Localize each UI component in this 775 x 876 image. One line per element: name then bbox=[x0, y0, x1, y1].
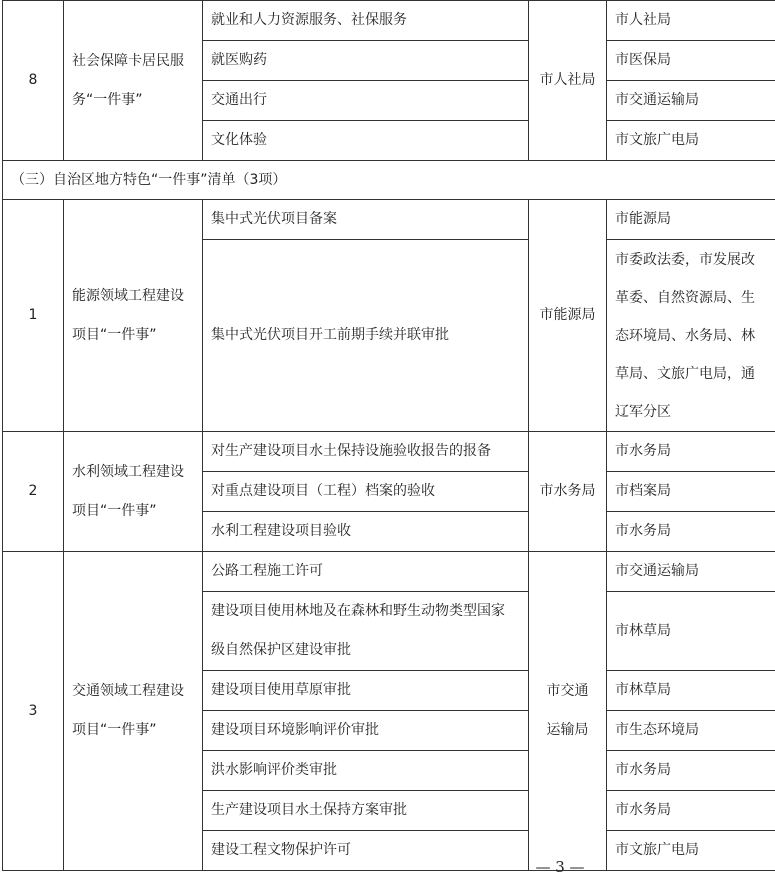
task-cell: 交通出行 bbox=[203, 81, 529, 121]
dept-cell: 市档案局 bbox=[607, 472, 775, 512]
task-cell: 生产建设项目水土保持方案审批 bbox=[203, 791, 529, 831]
lead-dept: 市能源局 bbox=[529, 200, 607, 432]
dept-cell: 市交通运输局 bbox=[607, 81, 775, 121]
task-cell: 公路工程施工许可 bbox=[203, 552, 529, 592]
task-cell: 水利工程建设项目验收 bbox=[203, 512, 529, 552]
lead-dept-line: 市交通 bbox=[546, 683, 589, 699]
item-name bbox=[64, 552, 203, 871]
task-cell: 建设工程文物保护许可 bbox=[203, 831, 529, 871]
dept-cell: 市人社局 bbox=[607, 1, 775, 41]
task-cell: 建设项目使用草原审批 bbox=[203, 671, 529, 711]
dept-cell: 市水务局 bbox=[607, 512, 775, 552]
task-cell: 洪水影响评价类审批 bbox=[203, 751, 529, 791]
row-number: 2 bbox=[3, 432, 64, 552]
row-number: 8 bbox=[3, 1, 64, 161]
lead-dept-line: 运输局 bbox=[546, 722, 589, 738]
dept-cell: 市水务局 bbox=[607, 791, 775, 831]
table-row bbox=[3, 200, 775, 240]
item-name bbox=[64, 1, 203, 161]
dept-cell: 市水务局 bbox=[607, 751, 775, 791]
task-cell: 就业和人力资源服务、社保服务 bbox=[203, 1, 529, 41]
task-cell: 集中式光伏项目备案 bbox=[203, 200, 529, 240]
task-cell: 集中式光伏项目开工前期手续并联审批 bbox=[203, 240, 529, 432]
page-number: — 3 — bbox=[535, 858, 585, 876]
task-line: 建设项目使用林地及在森林和野生动物类型国家 bbox=[211, 603, 505, 619]
table-row bbox=[3, 432, 775, 472]
task-cell: 文化体验 bbox=[203, 121, 529, 161]
item-name-line: 社会保障卡居民服 bbox=[72, 52, 184, 69]
dept-cell: 市水务局 bbox=[607, 432, 775, 472]
dept-line: 草局、文旅广电局，通 bbox=[615, 365, 755, 382]
task-list-table bbox=[2, 0, 775, 871]
item-name bbox=[64, 200, 203, 432]
item-name-line: 项目“一件事” bbox=[72, 502, 157, 519]
row-number: 1 bbox=[3, 200, 64, 432]
item-name-line: 能源领域工程建设 bbox=[72, 287, 184, 304]
dept-line: 市委政法委，市发展改 bbox=[615, 251, 755, 268]
item-name-line: 水利领域工程建设 bbox=[72, 463, 184, 480]
dept-cell: 市交通运输局 bbox=[607, 552, 775, 592]
section-title: （三）自治区地方特色“一件事”清单（3项） bbox=[3, 161, 775, 200]
dept-cell: 市林草局 bbox=[607, 592, 775, 671]
dept-cell: 市文旅广电局 bbox=[607, 121, 775, 161]
task-cell: 对生产建设项目水土保持设施验收报告的报备 bbox=[203, 432, 529, 472]
task-cell: 就医购药 bbox=[203, 41, 529, 81]
item-name-line: 交通领域工程建设 bbox=[72, 683, 184, 699]
task-cell bbox=[203, 592, 529, 671]
table-row bbox=[3, 1, 775, 41]
lead-dept bbox=[529, 552, 607, 871]
dept-line: 态环境局、水务局、林 bbox=[615, 327, 755, 344]
dept-line: 辽军分区 bbox=[615, 403, 671, 420]
task-line: 级自然保护区建设审批 bbox=[211, 642, 351, 658]
item-name-line: 项目“一件事” bbox=[72, 722, 157, 738]
row-number: 3 bbox=[3, 552, 64, 871]
task-cell: 建设项目环境影响评价审批 bbox=[203, 711, 529, 751]
item-name-line: 务“一件事” bbox=[72, 91, 143, 108]
table-row bbox=[3, 552, 775, 592]
dept-cell: 市林草局 bbox=[607, 671, 775, 711]
section-row bbox=[3, 161, 775, 200]
dept-cell: 市医保局 bbox=[607, 41, 775, 81]
dept-cell bbox=[607, 240, 775, 432]
dept-cell: 市文旅广电局 bbox=[607, 831, 775, 871]
item-name-line: 项目“一件事” bbox=[72, 326, 157, 343]
lead-dept: 市人社局 bbox=[529, 1, 607, 161]
dept-cell: 市生态环境局 bbox=[607, 711, 775, 751]
dept-cell: 市能源局 bbox=[607, 200, 775, 240]
item-name bbox=[64, 432, 203, 552]
dept-line: 革委、自然资源局、生 bbox=[615, 289, 755, 306]
task-cell: 对重点建设项目（工程）档案的验收 bbox=[203, 472, 529, 512]
lead-dept: 市水务局 bbox=[529, 432, 607, 552]
